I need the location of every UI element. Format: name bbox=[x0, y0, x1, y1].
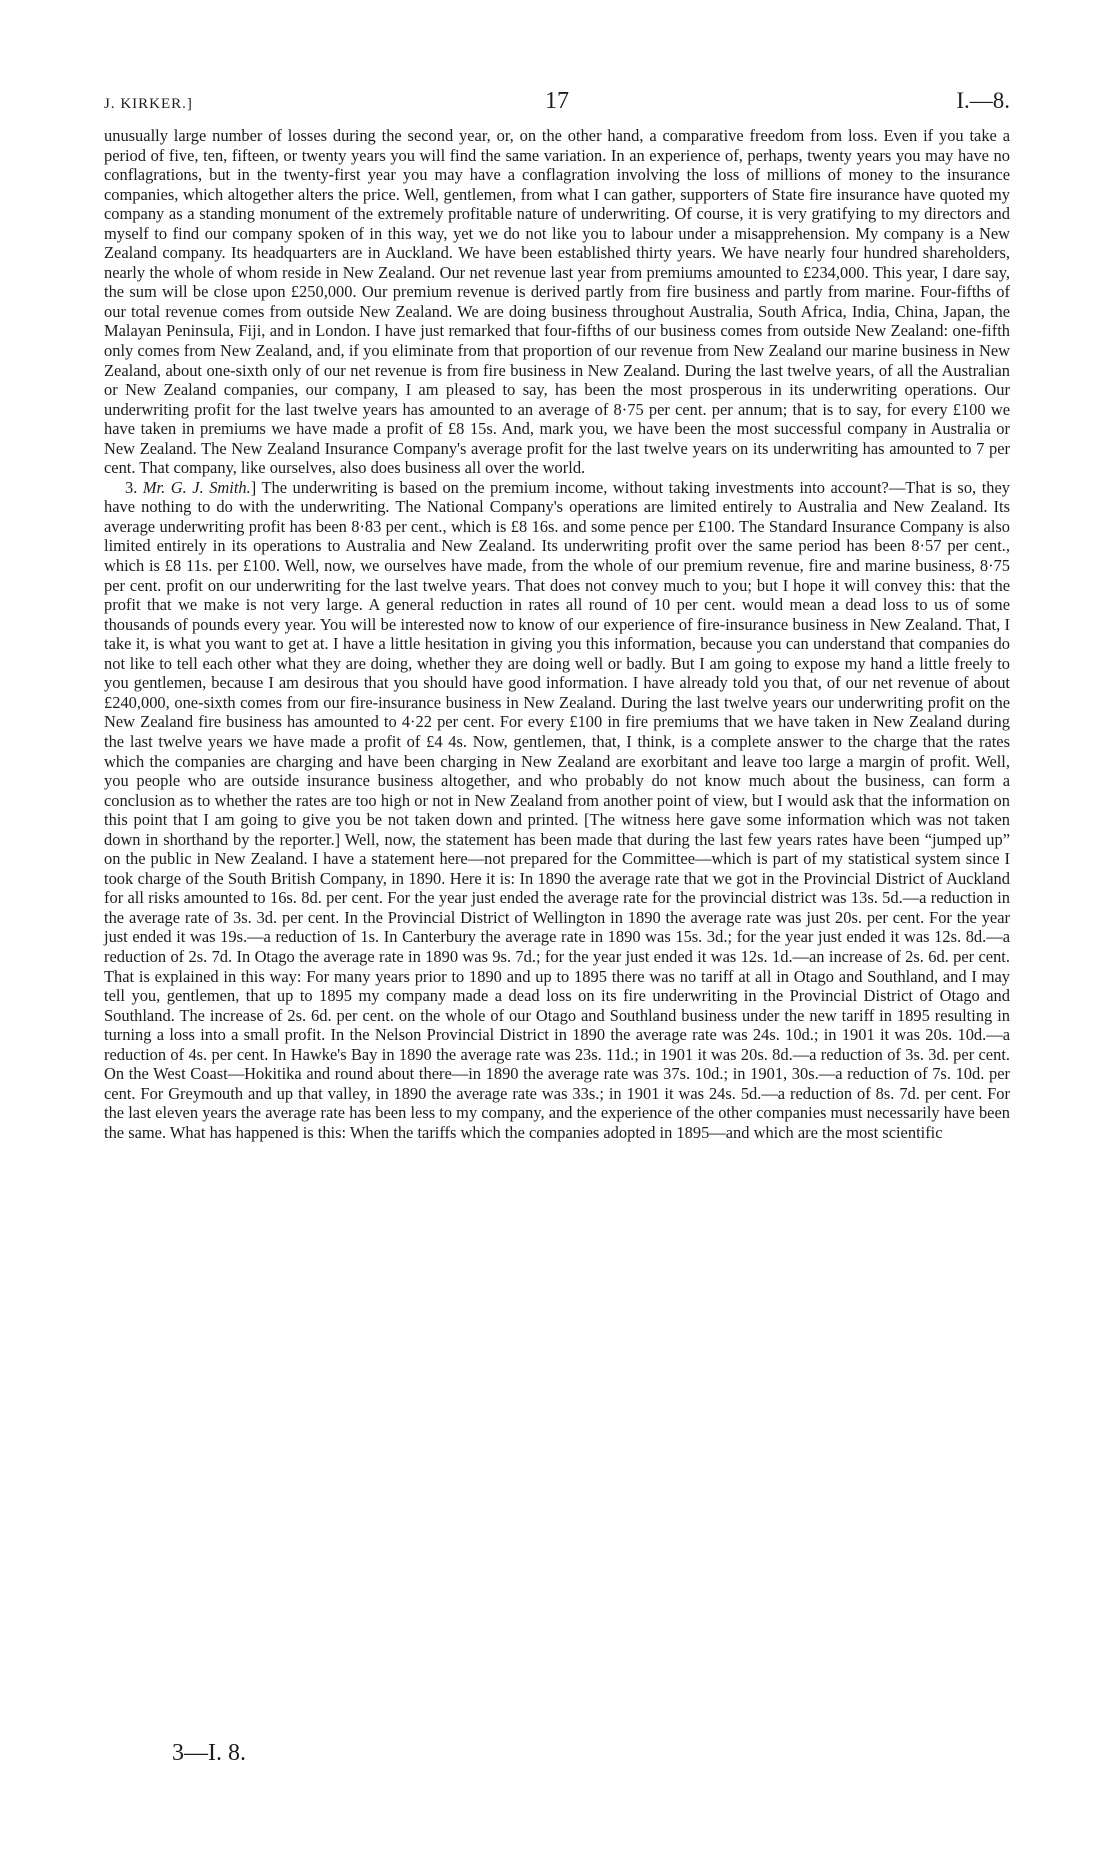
paragraph-2-text: ] The underwriting is based on the premium income, without taking investments into account?—That is so, they have nothing to do with the underwriting. The National Company's operations are limited entirely to Australia and New Zealand. Its average underwriting profit has been 8·83 per cent., which is £8 16s. and some pence per £100. The Standard Insurance Company is also limited entirely in its operations to Australia and New Zealand. Its underwriting profit over the same period has been 8·57 per cent., which is £8 11s. per £100. Well, now, we ourselves have made, from the whole of our premium revenue, fire and marine business, 8·75 per cent. profit on our underwriting for the last twelve years. That does not convey much to you; but I hope it will convey this: that the profit that we make is not very large. A general reduction in rates all round of 10 per cent. would mean a dead loss to us of some thousands of pounds every year. You will be interested now to know of our experience of fire-insurance business in New Zealand. That, I take it, is what you want to get at. I have a little hesitation in giving you this information, because you can understand that companies do not like to tell each other what they are doing, whether they are doing well or badly. But I am going to expose my hand a little freely to you gentlemen, because I am desirous that you should have good information. I have already told you that, of our net revenue of about £240,000, one-sixth comes from our fire-insurance business in New Zealand. During the last twelve years our underwriting profit on the New Zealand fire business has amounted to 4·22 per cent. For every £100 in fire premiums that we have taken in New Zealand during the last twelve years we have made a profit of £4 4s. Now, gentlemen, that, I think, is a complete answer to the charge that the rates which the companies are charging and have been charging in New Zealand are exorbitant and leave too large a margin of profit. Well, you people who are outside insurance business altogether, and who probably do not know much about the business, can form a conclusion as to whether the rates are too high or not in New Zealand from another point of view, but I would ask that the information on this point that I am going to give you be not taken down and printed. [The witness here gave some information which was not taken down in shorthand by the reporter.] Well, now, the statement has been made that during the last few years rates have been “jumped up” on the public in New Zealand. I have a statement here—not prepared for the Committee—which is part of my statistical system since I took charge of the South British Company, in 1890. Here it is: In 1890 the average rate that we got in the Provincial District of Auckland for all risks amounted to 16s. 8d. per cent. For the year just ended the average rate for the provincial district was 13s. 5d.—a reduction in the average rate of 3s. 3d. per cent. In the Provincial District of Wellington in 1890 the average rate was just 20s. per cent. For the year just ended it was 19s.—a reduction of 1s. In Canterbury the average rate in 1890 was 15s. 3d.; for the year just ended it was 12s. 8d.—a reduction of 2s. 7d. In Otago the average rate in 1890 was 9s. 7d.; for the year just ended it was 12s. 1d.—an increase of 2s. 6d. per cent. That is explained in this way: For many years prior to 1890 and up to 1895 there was no tariff at all in Otago and Southland, and I may tell you, gentlemen, that up to 1895 my company made a dead loss on its fire underwriting in the Provincial District of Otago and Southland. The increase of 2s. 6d. per cent. on the whole of our Otago and Southland business under the new tariff in 1895 resulting in turning a loss into a small profit. In the Nelson Provincial District in 1890 the average rate was 24s. 10d.; in 1901 it was 20s. 10d.—a reduction of 4s. per cent. In Hawke's Bay in 1890 the average rate was 23s. 11d.; in 1901 it was 20s. 8d.—a reduction of 3s. 3d. per cent. On the West Coast—Hokitika and round about there—in 1890 the average rate was 37s. 10d.; in 1901, 30s.—a reduction of 7s. 10d. per cent. For Greymouth and up that valley, in 1890 the average rate was 33s.; in 1901 it was 24s. 5d.—a reduction of 8s. 7d. per cent. For the last eleven years the average rate has been less to my company, and the experience of the other companies must necessarily have been the same. What has happened is this: When the tariffs which the companies adopted in 1895—and which are the most scientific bbox=[104, 477, 1010, 1142]
paragraph-1 bbox=[104, 126, 1010, 478]
witness-name: J. KIRKER.] bbox=[104, 96, 193, 112]
paragraph-1-text: unusually large number of losses during the second year, or, on the other hand, a comparative freedom from loss. Even if you take a period of five, ten, fifteen, or twenty years you will find the same variation. In an experience of, perhaps, twenty years you may have no conflagrations, but in the twenty-first year you may have a conflagration involving the loss of millions of money to the insurance companies, which altogether alters the price. Well, gentlemen, from what I can gather, supporters of State fire insurance have quoted my company as a standing monument of the extremely profitable nature of underwriting. Of course, it is very gratifying to my directors and myself to find our company spoken of in this way, yet we do not like you to labour under a misapprehension. My company is a New Zealand company. Its headquarters are in Auckland. We have been established thirty years. We have nearly four hundred shareholders, nearly the whole of whom reside in New Zealand. Our net revenue last year from premiums amounted to £234,000. This year, I dare say, the sum will be close upon £250,000. Our premium revenue is derived partly from fire business and partly from marine. Four-fifths of our total revenue comes from outside New Zealand. We are doing business throughout Australia, South Africa, India, China, Japan, the Malayan Peninsula, Fiji, and in London. I have just remarked that four-fifths of our business comes from outside New Zealand: one-fifth only comes from New Zealand, and, if you eliminate from that proportion of our revenue from New Zealand our marine business in New Zealand, about one-sixth only of our net revenue is from fire business in New Zealand. During the last twelve years, of all the Australian or New Zealand companies, our company, I am pleased to say, has been the most prosperous in its underwriting operations. Our underwriting profit for the last twelve years has amounted to an average of 8·75 per cent. per annum; that is to say, for every £100 we have taken in premiums we have made a profit of £8 15s. And, mark you, we have been the most successful company in Australia or New Zealand. The New Zealand Insurance Company's average profit for the last twelve years on its underwriting has amounted to 7 per cent. That company, like ourselves, also does business all over the world. bbox=[104, 126, 1010, 478]
question-number: 3. bbox=[125, 477, 138, 497]
page-number: 17 bbox=[545, 88, 569, 114]
document-reference: I.—8. bbox=[956, 88, 1010, 113]
speaker-name: Mr. G. J. Smith. bbox=[142, 477, 251, 497]
paragraph-2 bbox=[104, 478, 1010, 1143]
signature-mark: 3—I. 8. bbox=[172, 1740, 246, 1766]
page-header bbox=[104, 84, 1010, 124]
document-body bbox=[104, 126, 1010, 1142]
document-page bbox=[104, 84, 1010, 1142]
